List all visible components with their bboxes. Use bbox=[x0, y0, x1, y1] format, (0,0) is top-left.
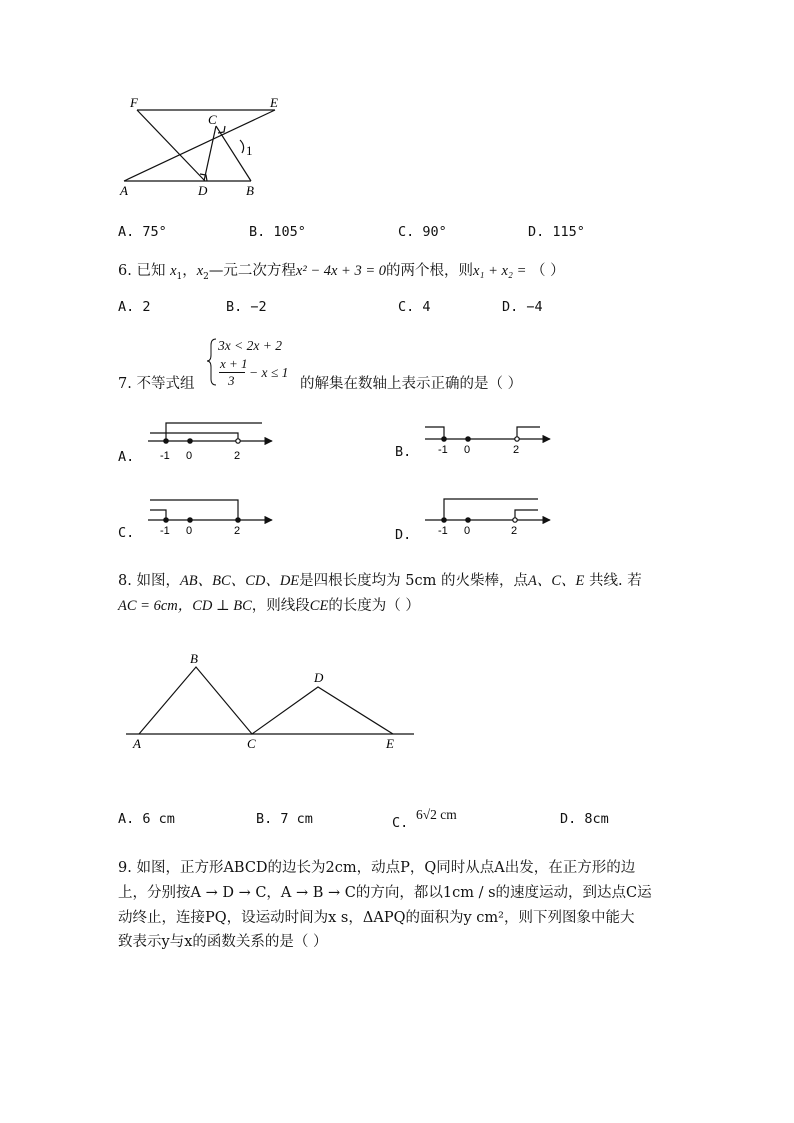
q8-option-b: B. 7 cm bbox=[256, 811, 313, 827]
q5-option-c: C. 90° bbox=[398, 224, 447, 240]
q7-ineq2-den: 3 bbox=[228, 373, 235, 388]
fig8-label-A: A bbox=[133, 736, 141, 751]
q8-line2-b: ，则线段 bbox=[251, 598, 310, 614]
q6-option-a: A. 2 bbox=[118, 299, 151, 315]
q6-x2: x bbox=[196, 263, 204, 279]
fig8-label-E: E bbox=[386, 736, 394, 751]
q8-option-c-value: 6√2 cm bbox=[416, 807, 457, 822]
q8-line1-segs: AB、BC、CD、DE bbox=[179, 573, 300, 589]
q7-ineq1: 3x < 2x + 2 bbox=[218, 338, 282, 353]
q8-line1-b: 是四根长度均为 5cm 的火柴棒，点 bbox=[299, 573, 528, 589]
q7-a-tick-0: 0 bbox=[186, 450, 193, 462]
q6-x1-sub: 1 bbox=[176, 271, 183, 282]
fig5-label-A: A bbox=[120, 183, 128, 198]
q8-line2-a: AC = 6cm，CD ⊥ BC bbox=[118, 598, 252, 614]
q9-line3: 动终止，连接PQ，设运动时间为x s，ΔAPQ的面积为y cm²，则下列图象中能大 bbox=[118, 910, 635, 926]
q6-equation: x² − 4x + 3 = 0 bbox=[295, 263, 386, 279]
q7-ineq2-rest: − x ≤ 1 bbox=[249, 365, 289, 380]
q7-d-tick-2: 2 bbox=[511, 525, 518, 537]
q6-option-d: D. −4 bbox=[502, 299, 543, 315]
q7-b-tick-neg1: -1 bbox=[438, 444, 448, 456]
fig8-label-C: C bbox=[247, 736, 256, 751]
q6-option-c: C. 4 bbox=[398, 299, 431, 315]
q8-option-a: A. 6 cm bbox=[118, 811, 175, 827]
q8-line1-c: 共线. 若 bbox=[589, 573, 642, 589]
q7-option-a-label: A. bbox=[118, 449, 135, 465]
q6-option-b: B. −2 bbox=[226, 299, 267, 315]
q9-line1: 9. 如图，正方形ABCD的边长为2cm，动点P，Q同时从点A出发，在正方形的边 bbox=[118, 860, 636, 876]
q5-option-b: B. 105° bbox=[249, 224, 306, 240]
q8-option-d: D. 8cm bbox=[560, 811, 609, 827]
q8-option-c-label: C. bbox=[392, 815, 409, 831]
fig8-label-B: B bbox=[190, 651, 198, 666]
q9-line2: 上，分别按A → D → C，A → B → C的方向，都以1cm / s的速度运动，到达点C运 bbox=[118, 885, 652, 901]
q8-line2-c: 的长度为（ ） bbox=[328, 598, 420, 614]
fig5-label-B: B bbox=[246, 183, 254, 198]
q5-option-a: A. 75° bbox=[118, 224, 167, 240]
fig5-label-F: F bbox=[130, 95, 138, 110]
q9-line4: 致表示y与x的函数关系的是（ ） bbox=[118, 934, 328, 950]
q7-option-c-label: C. bbox=[118, 525, 135, 541]
q7-c-tick-0: 0 bbox=[186, 525, 193, 537]
q7-option-d-label: D. bbox=[395, 527, 412, 543]
q6-mid: —元二次方程 bbox=[208, 263, 296, 279]
q6-x2-sub: 2 bbox=[203, 271, 209, 282]
q7-d-tick-0: 0 bbox=[464, 525, 471, 537]
q7-option-b-label: B. bbox=[395, 444, 412, 460]
q8-line2-ce: CE bbox=[309, 598, 329, 614]
fig5-label-one: 1 bbox=[246, 143, 253, 158]
q7-b-tick-2: 2 bbox=[513, 444, 520, 456]
q7-c-tick-2: 2 bbox=[234, 525, 241, 537]
fig5-label-D: D bbox=[198, 183, 208, 198]
q6-mid2: 的两个根，则 bbox=[385, 263, 473, 279]
fig8-label-D: D bbox=[314, 670, 324, 685]
q7-a-tick-neg1: -1 bbox=[160, 450, 170, 462]
q8-line1-pts: A、C、E bbox=[528, 573, 585, 589]
q8-line1-a: 8. 如图， bbox=[118, 573, 180, 589]
q7-b-tick-0: 0 bbox=[464, 444, 471, 456]
q5-option-d: D. 115° bbox=[528, 224, 585, 240]
q7-d-tick-neg1: -1 bbox=[438, 525, 448, 537]
fig5-label-E: E bbox=[270, 95, 278, 110]
q6-comma: ， bbox=[182, 263, 197, 279]
q6-x1: x bbox=[170, 263, 177, 279]
q7-prefix: 7. 不等式组 bbox=[118, 376, 195, 392]
q7-a-tick-2: 2 bbox=[234, 450, 241, 462]
q7-suffix: 的解集在数轴上表示正确的是（ ） bbox=[300, 376, 523, 392]
q6-sum: x₁ + x₂ = bbox=[472, 263, 527, 279]
q6-tail: （ ） bbox=[531, 263, 565, 279]
q6-prefix: 6. 已知 bbox=[118, 263, 166, 279]
fig5-label-C: C bbox=[208, 112, 217, 127]
q7-c-tick-neg1: -1 bbox=[160, 525, 170, 537]
q7-ineq2-num: x + 1 bbox=[220, 356, 248, 371]
